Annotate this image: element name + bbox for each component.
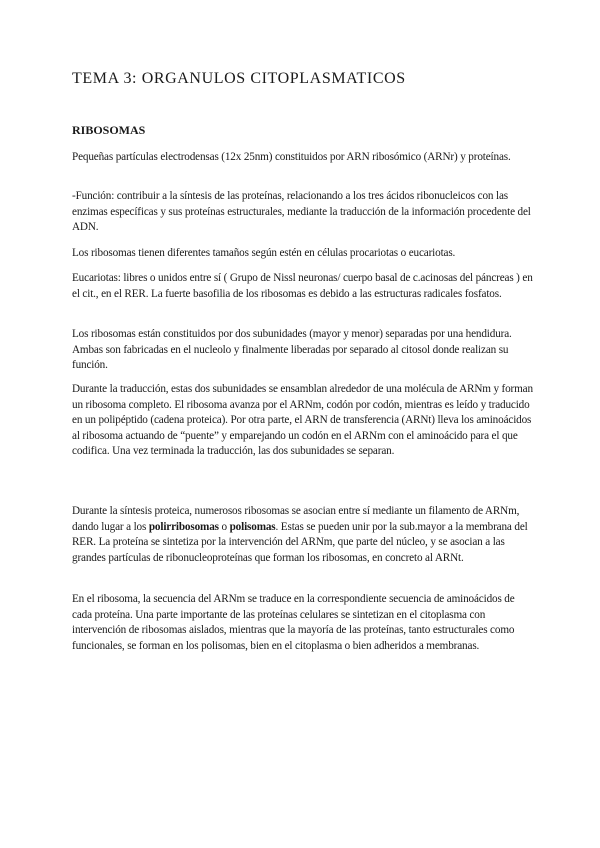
paragraph-polysomes — [72, 504, 534, 566]
polysomes-alt-term-bold: polisomas — [229, 520, 276, 533]
paragraph-subunits: Los ribosomas están constituidos por dos subunidades (mayor y menor) separadas por una hendidura. Ambas son fabricadas en el nucleolo y finalmente liberadas por separado al citosol donde realizan su función. — [72, 328, 512, 372]
paragraph-translation: Durante la traducción, estas dos subunidades se ensamblan alrededor de una molécula de ARNm y forman un ribosoma completo. El ribosoma avanza por el ARNm, codón por codón, mientras es leído y traducido en un polipéptido (cadena proteica). Por otra parte, el ARN de transferencia (ARNt) lleva los aminoácidos al ribosoma actuando de “puente” y emparejando un codón en el ARNm con el aminoácido para el que codifica. Una vez terminada la traducción, las dos subunidades se separan. — [72, 383, 533, 458]
section-heading: RIBOSOMAS — [72, 123, 146, 137]
polysomes-text-3: . Estas se pueden unir por la sub.mayor a la membrana del RER. La proteína se sintetiza por la intervención del ARNm, que parte del núcleo, y se asocian a las grandes partículas de ribonucleoproteínas que forman los ribosomas, en concreto al ARNt. — [72, 520, 528, 564]
polysomes-term-bold: polirribosomas — [148, 520, 219, 533]
paragraph-eukaryotes: Eucariotas: libres o unidos entre sí ( Grupo de Nissl neuronas/ cuerpo basal de c.acinosas del páncreas ) en el cit., en el RER. La fuerte basofilia de los ribosomas es debido a las estructuras radicales fosfatos. — [72, 272, 533, 300]
paragraph-protein-synthesis: En el ribosoma, la secuencia del ARNm se traduce en la correspondiente secuencia de aminoácidos de cada proteína. Una parte importante de las proteínas celulares se sintetizan en el citoplasma con intervención de ribosomas aislados, mientras que la mayoría de las proteínas, tanto estructurales como funcionales, se forman en los polisomas, bien en el citoplasma o bien adheridos a membranas. — [72, 593, 515, 652]
polysomes-text-2: o — [218, 520, 230, 533]
page-title: TEMA 3: ORGANULOS CITOPLASMATICOS — [72, 70, 406, 87]
paragraph-sizes: Los ribosomas tienen diferentes tamaños según estén en células procariotas o eucariotas. — [72, 247, 456, 259]
polysomes-text-1: Durante la síntesis proteica, numerosos ribosomas se asocian entre sí mediante un filamento de ARNm, dando lugar a los — [72, 505, 520, 533]
paragraph-definition: Pequeñas partículas electrodensas (12x 25nm) constituidos por ARN ribosómico (ARNr) y proteínas. — [72, 151, 511, 163]
paragraph-function: -Función: contribuir a la síntesis de las proteínas, relacionando a los tres ácidos ribonucleicos con las enzimas específicas y sus proteínas estructurales, mediante la traducción de la información procedente del ADN. — [72, 190, 531, 234]
